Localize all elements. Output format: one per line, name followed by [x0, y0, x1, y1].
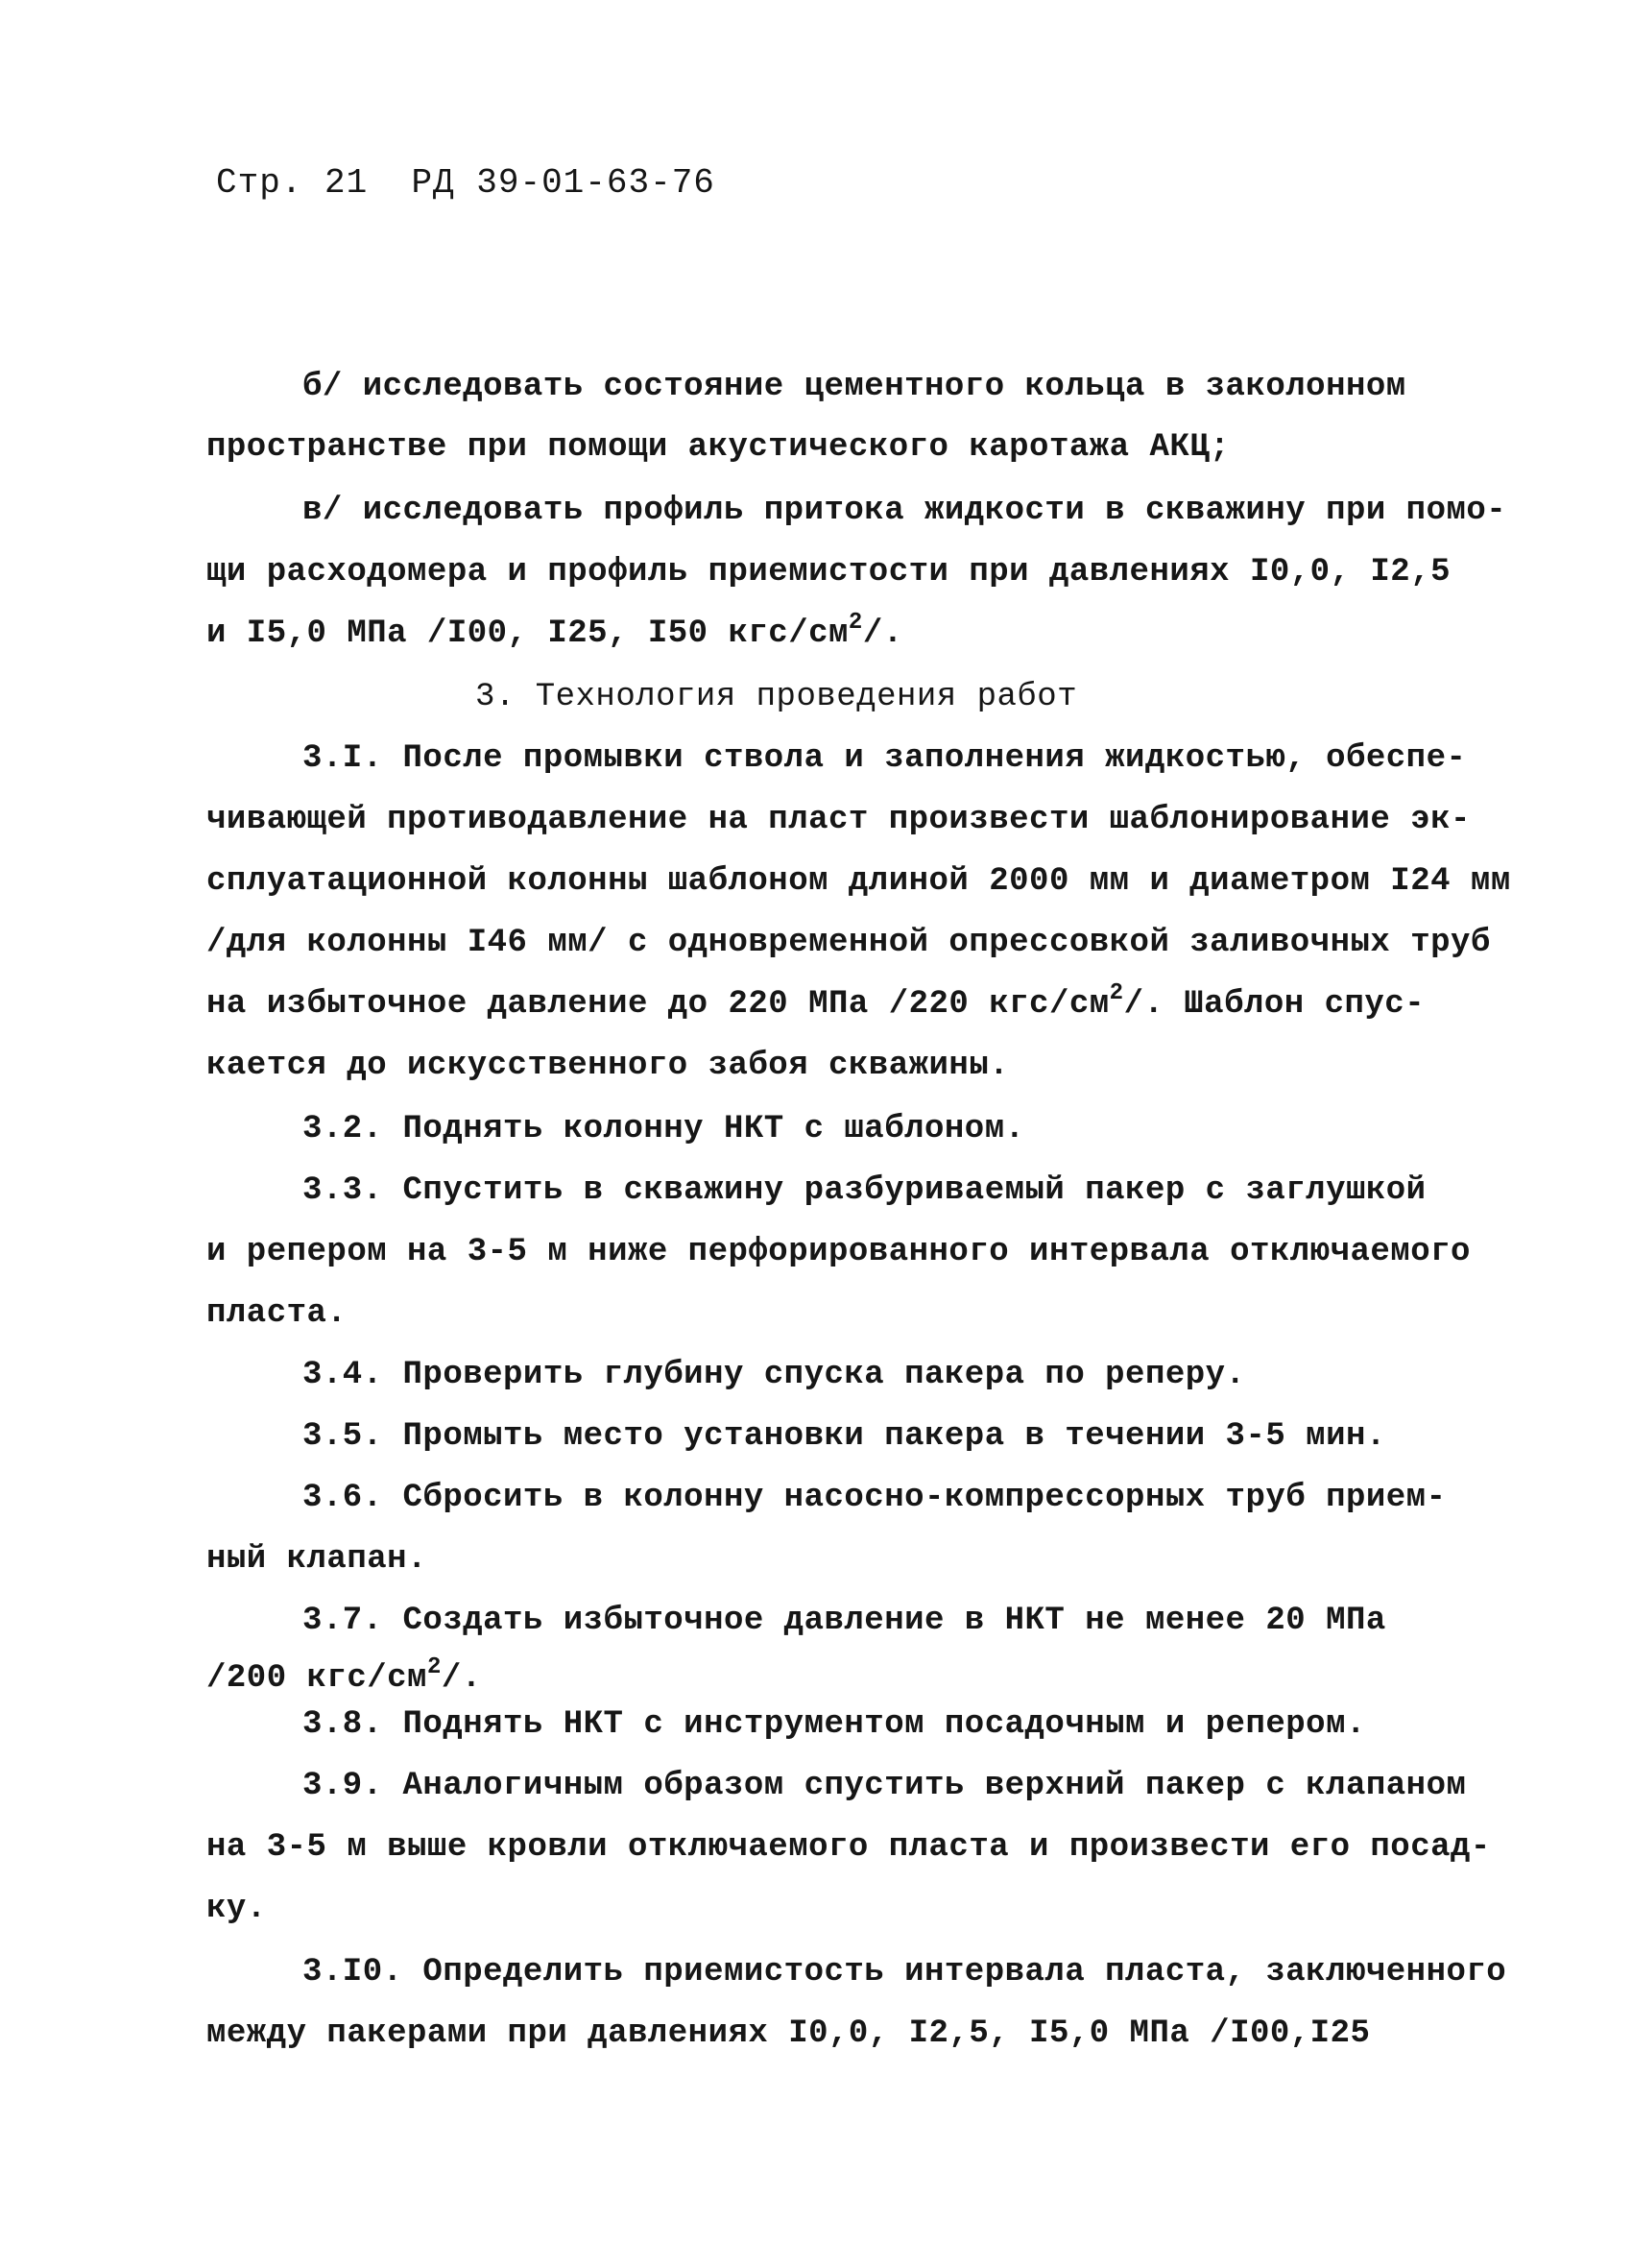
paragraph-line: ный клапан.: [206, 1541, 427, 1578]
paragraph-line: пласта.: [206, 1295, 348, 1332]
paragraph-line: щи расходомера и профиль приемистости при давлениях I0,0, I2,5: [206, 554, 1452, 591]
paragraph-line: /для колонны I46 мм/ с одновременной опрессовкой заливочных труб: [206, 925, 1491, 961]
paragraph-line: ку.: [206, 1891, 267, 1927]
section-title: 3. Технология проведения работ: [475, 679, 1078, 715]
paragraph-line: между пакерами при давлениях I0,0, I2,5, I5,0 МПа /I00,I25: [206, 2015, 1371, 2052]
paragraph-line: сплуатационной колонны шаблоном длиной 2000 мм и диаметром I24 мм: [206, 863, 1511, 900]
paragraph-line: 3.7. Создать избыточное давление в НКТ не менее 20 МПа: [302, 1603, 1386, 1639]
paragraph-line: 3.3. Спустить в скважину разбуриваемый пакер с заглушкой: [302, 1172, 1427, 1209]
superscript: 2: [848, 610, 863, 636]
paragraph-line: 3.I. После промывки ствола и заполнения жидкостью, обеспе-: [302, 740, 1467, 777]
paragraph-line: в/ исследовать профиль притока жидкости в скважину при помо-: [302, 493, 1507, 529]
superscript: 2: [1109, 980, 1124, 1006]
paragraph-line: 3.I0. Определить приемистость интервала пласта, заключенного: [302, 1954, 1507, 1991]
paragraph-line: чивающей противодавление на пласт произвести шаблонирование эк-: [206, 802, 1471, 838]
document-code: РД 39-01-63-76: [411, 163, 715, 203]
paragraph-line: 3.4. Проверить глубину спуска пакера по реперу.: [302, 1357, 1246, 1393]
paragraph-line: [206, 1654, 482, 1698]
paragraph-line: кается до искусственного забоя скважины.: [206, 1048, 1010, 1084]
text-fragment: /. Шаблон спус-: [1123, 986, 1426, 1023]
text-fragment: /.: [441, 1660, 482, 1697]
paragraph-line: пространстве при помощи акустического каротажа АКЦ;: [206, 429, 1231, 466]
superscript: 2: [426, 1654, 442, 1680]
paragraph-line: на 3-5 м выше кровли отключаемого пласта и произвести его посад-: [206, 1829, 1491, 1866]
paragraph-line: 3.6. Сбросить в колонну насосно-компрессорных труб прием-: [302, 1480, 1447, 1516]
text-fragment: /200 кгс/см: [206, 1660, 427, 1697]
paragraph-line: 3.5. Промыть место установки пакера в течении 3-5 мин.: [302, 1418, 1386, 1455]
text-fragment: и I5,0 МПа /I00, I25, I50 кгс/см: [206, 615, 849, 652]
paragraph-line: и репером на 3-5 м ниже перфорированного интервала отключаемого: [206, 1234, 1471, 1270]
paragraph-line: [206, 980, 1426, 1024]
paragraph-line: [206, 610, 903, 653]
paragraph-line: б/ исследовать состояние цементного кольца в заколонном: [302, 369, 1406, 405]
paragraph-line: 3.2. Поднять колонну НКТ с шаблоном.: [302, 1111, 1025, 1147]
paragraph-line: 3.9. Аналогичным образом спустить верхний пакер с клапаном: [302, 1768, 1467, 1804]
text-fragment: на избыточное давление до 220 МПа /220 кгс/см: [206, 986, 1110, 1023]
page-header: [216, 163, 715, 203]
page-number-label: Стр. 21: [216, 163, 369, 203]
paragraph-line: 3.8. Поднять НКТ с инструментом посадочным и репером.: [302, 1706, 1366, 1743]
text-fragment: /.: [862, 615, 903, 652]
